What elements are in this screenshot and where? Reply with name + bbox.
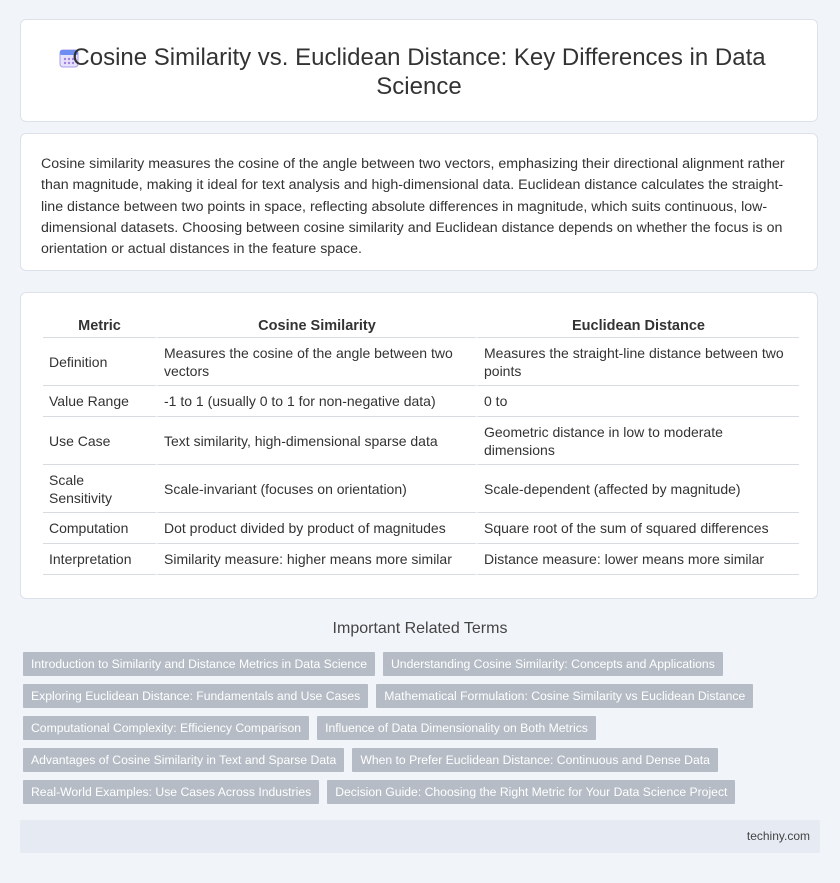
tag-row [23, 716, 823, 748]
related-terms-list [23, 652, 823, 812]
cosine-cell: Text similarity, high-dimensional sparse data [156, 417, 476, 465]
related-term-tag[interactable]: Advantages of Cosine Similarity in Text and Sparse Data [23, 748, 344, 772]
comparison-table-card [20, 292, 818, 599]
intro-card [20, 133, 818, 271]
cosine-cell: Measures the cosine of the angle between two vectors [156, 338, 476, 386]
related-term-tag[interactable]: Exploring Euclidean Distance: Fundamentals and Use Cases [23, 684, 368, 708]
row-label: Definition [43, 338, 156, 386]
tag-row [23, 684, 823, 716]
euclidean-cell: Square root of the sum of squared differences [476, 513, 799, 544]
row-label: Computation [43, 513, 156, 544]
row-label: Interpretation [43, 544, 156, 575]
euclidean-cell: Distance measure: lower means more similar [476, 544, 799, 575]
header-cosine: Cosine Similarity [156, 316, 476, 338]
euclidean-cell: Measures the straight-line distance between two points [476, 338, 799, 386]
tag-row [23, 652, 823, 684]
table-row [43, 386, 799, 417]
table-row [43, 417, 799, 465]
comparison-table [43, 316, 799, 575]
table-row [43, 465, 799, 513]
cosine-cell: -1 to 1 (usually 0 to 1 for non-negative data) [156, 386, 476, 417]
related-term-tag[interactable]: Introduction to Similarity and Distance Metrics in Data Science [23, 652, 375, 676]
title-card [20, 19, 818, 122]
table-row [43, 544, 799, 575]
footer [20, 820, 820, 853]
related-term-tag[interactable]: Decision Guide: Choosing the Right Metric for Your Data Science Project [327, 780, 735, 804]
tag-row [23, 780, 823, 812]
euclidean-cell: Geometric distance in low to moderate dimensions [476, 417, 799, 465]
cosine-cell: Dot product divided by product of magnitudes [156, 513, 476, 544]
footer-site-link[interactable]: techiny.com [746, 829, 810, 843]
related-terms-heading: Important Related Terms [332, 620, 508, 637]
header-metric: Metric [43, 316, 156, 338]
header-euclidean: Euclidean Distance [476, 316, 799, 338]
table-header-row [43, 316, 799, 338]
row-label: Use Case [43, 417, 156, 465]
row-label: Scale Sensitivity [43, 465, 156, 513]
tag-row [23, 748, 823, 780]
euclidean-cell: 0 to [476, 386, 799, 417]
related-term-tag[interactable]: Understanding Cosine Similarity: Concepts and Applications [383, 652, 723, 676]
cosine-cell: Scale-invariant (focuses on orientation) [156, 465, 476, 513]
related-term-tag[interactable]: Computational Complexity: Efficiency Comparison [23, 716, 309, 740]
related-term-tag[interactable]: Mathematical Formulation: Cosine Similarity vs Euclidean Distance [376, 684, 753, 708]
table-row [43, 513, 799, 544]
cosine-cell: Similarity measure: higher means more similar [156, 544, 476, 575]
euclidean-cell: Scale-dependent (affected by magnitude) [476, 465, 799, 513]
related-term-tag[interactable]: When to Prefer Euclidean Distance: Continuous and Dense Data [352, 748, 718, 772]
related-term-tag[interactable]: Real-World Examples: Use Cases Across Industries [23, 780, 319, 804]
table-row [43, 338, 799, 386]
page-title: Cosine Similarity vs. Euclidean Distance: Key Differences in Data Science [72, 44, 766, 100]
intro-paragraph: Cosine similarity measures the cosine of the angle between two vectors, emphasizing their directional alignment rather than magnitude, making it ideal for text analysis and high-dimensional data. Euclidean distance calculates the straight-line distance between two points in space, reflecting absolute differences in magnitude, which suits continuous, low-dimensional datasets. Choosing between cosine similarity and Euclidean distance depends on whether the focus is on orientation or actual distances in the feature space. [41, 156, 785, 258]
related-term-tag[interactable]: Influence of Data Dimensionality on Both Metrics [317, 716, 596, 740]
row-label: Value Range [43, 386, 156, 417]
